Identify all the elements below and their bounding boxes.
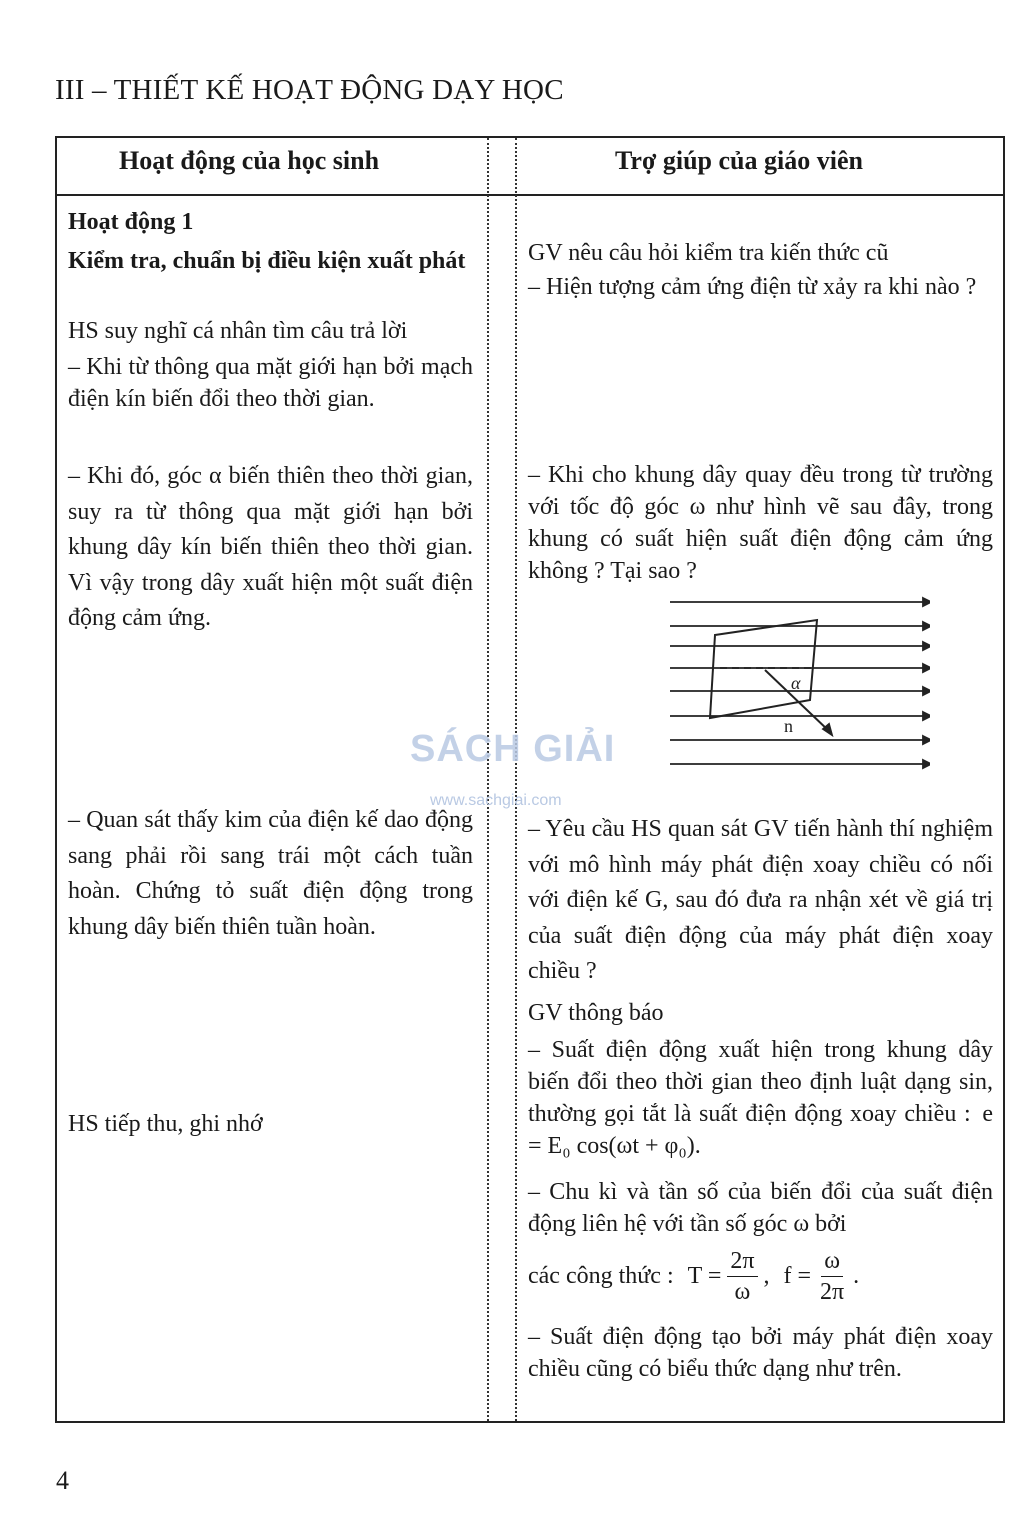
teacher-text-2: – Hiện tượng cảm ứng điện từ xảy ra khi nào ? — [528, 274, 977, 300]
watermark-logo: SÁCH GIẢI — [410, 728, 616, 770]
alpha-label: α — [791, 673, 801, 693]
student-text-3: – Khi đó, góc α biến thiên theo thời gian, suy ra từ thông qua mặt giới hạn bởi khung dây kín biến thiên theo thời gian. Vì vậy trong dây xuất hiện một suất điện động cảm ứng. — [68, 463, 473, 631]
formula-T-lhs: T = — [687, 1262, 722, 1289]
formula-f-fraction — [817, 1246, 847, 1307]
page-number: 4 — [56, 1466, 69, 1495]
formula-separator: , — [763, 1262, 770, 1289]
column-divider — [487, 138, 489, 1421]
teacher-text-8: – Suất điện động tạo bởi máy phát điện xoay chiều cũng có biểu thức dạng như trên. — [528, 1324, 993, 1382]
header-student-activity: Hoạt động của học sinh — [119, 146, 380, 175]
student-text-4: – Quan sát thấy kim của điện kế dao động sang phải rồi sang trái một cách tuần hoàn. Chứng tỏ suất điện động trong khung dây biến thiên tuần hoàn. — [68, 807, 473, 940]
section-title: III – THIẾT KẾ HOẠT ĐỘNG DẠY HỌC — [55, 74, 564, 106]
watermark-url: www.sachgiai.com — [430, 792, 562, 809]
normal-label: n — [784, 716, 793, 736]
formula-T-fraction — [727, 1246, 757, 1307]
rotating-coil-diagram — [665, 590, 930, 775]
activity-title: Hoạt động 1 — [68, 209, 194, 235]
student-text-1: HS suy nghĩ cá nhân tìm câu trả lời — [68, 318, 408, 344]
student-text-2: – Khi từ thông qua mặt giới hạn bởi mạch điện kín biến đổi theo thời gian. — [68, 354, 473, 412]
column-divider — [515, 138, 517, 1421]
teacher-text-4: – Yêu cầu HS quan sát GV tiến hành thí nghiệm với mô hình máy phát điện xoay chiều có nối với điện kế G, sau đó đưa ra nhận xét về giá trị của suất điện động của máy phát điện xoay chiều ? — [528, 816, 993, 984]
activity-subtitle: Kiểm tra, chuẩn bị điều kiện xuất phát — [68, 248, 466, 274]
formula-T-numerator: 2π — [727, 1246, 757, 1277]
emf-formula: e = E₀ cos(ωt + φ₀). — [528, 1101, 993, 1159]
formula-f-denominator: 2π — [820, 1279, 845, 1305]
period-frequency-formula — [528, 1246, 993, 1307]
teacher-text-1: GV nêu câu hỏi kiểm tra kiến thức cũ — [528, 240, 889, 266]
teacher-text-7: – Chu kì và tần số của biến đổi của suất điện động liên hệ với tần số góc ω bởi — [528, 1179, 993, 1237]
teacher-text-3: – Khi cho khung dây quay đều trong từ trường với tốc độ góc ω như hình vẽ sau đây, trong khung có suất hiện suất điện động cảm ứng không ? Tại sao ? — [528, 462, 993, 584]
header-divider — [57, 194, 1003, 196]
student-text-5: HS tiếp thu, ghi nhớ — [68, 1111, 263, 1137]
formula-f-numerator: ω — [821, 1246, 843, 1277]
header-teacher-support: Trợ giúp của giáo viên — [615, 146, 863, 175]
teacher-text-6-body: – Suất điện động xuất hiện trong khung dây biến đổi theo thời gian theo định luật dạng sin, thường gọi tắt là suất điện động xoay chiều : — [528, 1037, 993, 1127]
formula-T-denominator: ω — [734, 1279, 751, 1305]
formula-f-lhs: f = — [783, 1262, 812, 1289]
teacher-text-5: GV thông báo — [528, 1000, 664, 1026]
formula-prefix: các công thức : — [528, 1262, 674, 1289]
teacher-text-6 — [528, 1034, 993, 1162]
formula-end: . — [853, 1262, 860, 1289]
